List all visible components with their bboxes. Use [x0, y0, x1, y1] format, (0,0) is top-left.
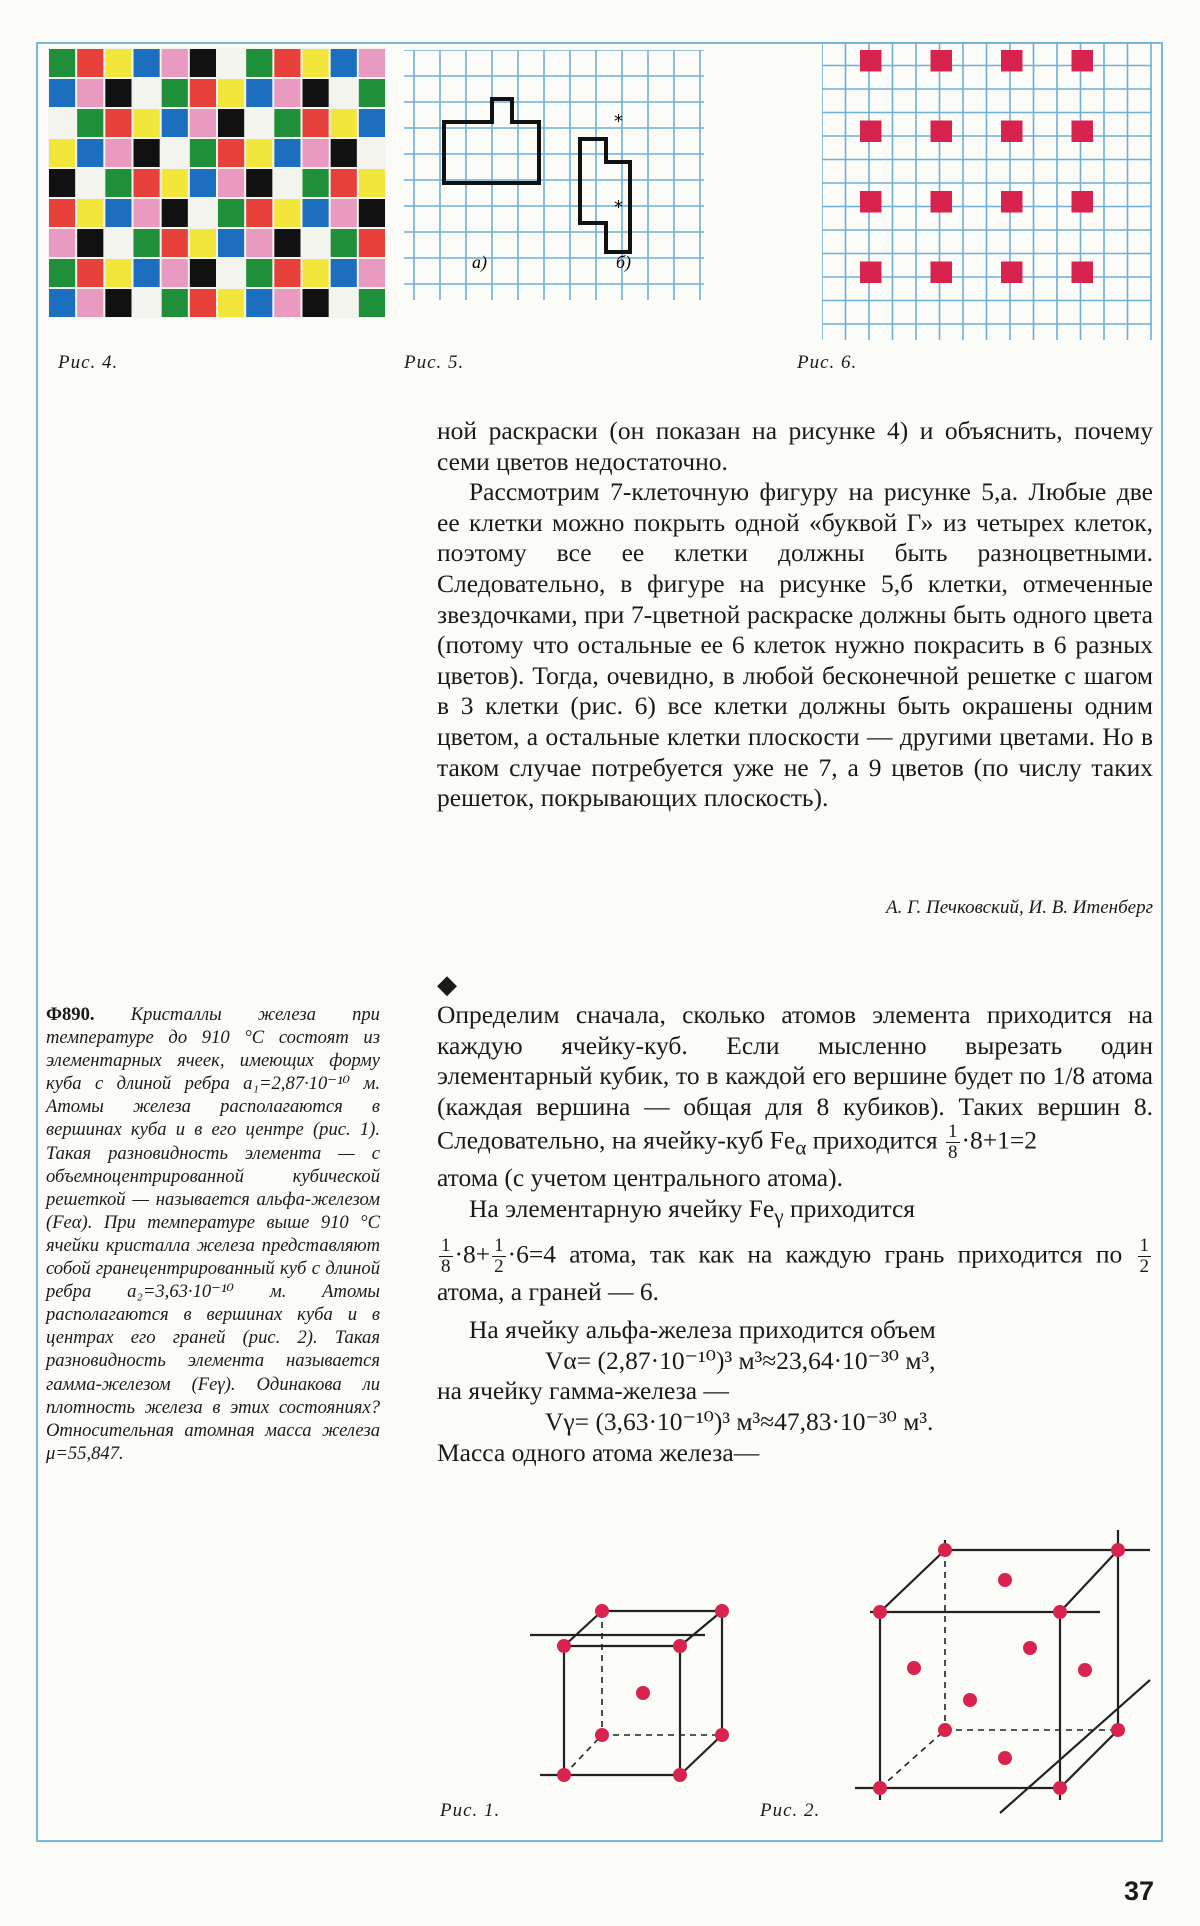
- tiling-cell: [77, 229, 103, 257]
- tiling-cell: [134, 229, 160, 257]
- tiling-cell: [303, 169, 329, 197]
- tiling-cell: [218, 199, 244, 227]
- solution-marker: ◆: [437, 970, 457, 999]
- tiling-cell: [105, 199, 131, 227]
- tiling-cell: [359, 79, 385, 107]
- solution-text: [437, 1000, 1153, 1468]
- tiling-cell: [303, 229, 329, 257]
- page-number: 37: [1124, 1876, 1155, 1906]
- lattice-cell: [1001, 262, 1023, 284]
- figure-1-bcc-cube: [530, 1585, 770, 1800]
- tiling-cell: [303, 139, 329, 167]
- tiling-cell: [359, 49, 385, 77]
- tiling-cell: [218, 139, 244, 167]
- sub-alpha: α: [795, 1135, 807, 1160]
- tiling-cell: [162, 229, 188, 257]
- solution-s1-tail: ·8+1=2: [961, 1125, 1038, 1155]
- tiling-cell: [105, 79, 131, 107]
- tiling-cell: [162, 199, 188, 227]
- tiling-cell: [49, 79, 75, 107]
- tiling-cell: [246, 139, 272, 167]
- tiling-cell: [274, 169, 300, 197]
- tiling-cell: [359, 229, 385, 257]
- tiling-cell: [77, 169, 103, 197]
- tiling-cell: [105, 139, 131, 167]
- tiling-cell: [77, 49, 103, 77]
- tiling-cell: [162, 79, 188, 107]
- figure-6-caption: Рис. 6.: [797, 352, 858, 373]
- tiling-cell: [246, 109, 272, 137]
- solution-s2-end: атома, а граней — 6.: [437, 1276, 659, 1306]
- lattice-cell: [931, 121, 953, 143]
- tiling-cell: [49, 49, 75, 77]
- tiling-cell: [190, 79, 216, 107]
- tiling-cell: [49, 169, 75, 197]
- paragraph-2: Рассмотрим 7-клеточную фигуру на рисунке 5,а. Любые две ее клетки можно покрыть одной «буквой Г» из четырех клеток, поэтому все ее клетки должны быть разноцветными. Следовательно, в фигуре на рисунке 5,б клетки, отмеченные звездочками, при 7-цветной раскраске должны быть одного цвета (потому что остальные ее 6 клеток нужно покрасить в 6 разных цветов). Тогда, очевидно, в любой бесконечной решетке с шагом в 3 клетки (рис. 6) все клетки должны быть окрашены одним цветом, а остальные клетки плоскости — другими цветами. Но в таком случае потребуется уже не 7, а 9 цветов (по числу таких решеток, покрывающих плоскость).: [437, 477, 1153, 813]
- tiling-cell: [218, 229, 244, 257]
- lattice-cell: [1072, 121, 1094, 143]
- tiling-cell: [105, 259, 131, 287]
- tiling-cell: [331, 169, 357, 197]
- tiling-cell: [331, 109, 357, 137]
- tiling-cell: [190, 259, 216, 287]
- tiling-cell: [49, 199, 75, 227]
- tiling-cell: [274, 49, 300, 77]
- tiling-cell: [162, 109, 188, 137]
- tiling-cell: [359, 109, 385, 137]
- solution-s1-mid: приходится: [806, 1125, 945, 1155]
- tiling-cell: [190, 49, 216, 77]
- equation-v-gamma: Vγ= (3,63·10⁻¹⁰)³ м³≈47,83·10⁻³⁰ м³.: [545, 1407, 934, 1437]
- paragraph-1: ной раскраски (он показан на рисунке 4) и объяснить, почему семи цветов недостаточно.: [437, 416, 1153, 476]
- equation-v-alpha: Vα= (2,87·10⁻¹⁰)³ м³≈23,64·10⁻³⁰ м³,: [545, 1345, 936, 1375]
- tiling-cell: [246, 259, 272, 287]
- tiling-cell: [246, 169, 272, 197]
- problem-text: Кристаллы железа при температуре до 910 °С состоят из элементарных ячеек, имеющих форму куба с длиной ребра a₁=2,87·10⁻¹⁰ м. Атомы железа располагаются в вершинах куба и в его центре (рис. 1). Такая разновидность элемента — с объемноцентрированной кубической решеткой — называется альфа-железом (Feα). При температуре выше 910 °С ячейки кристалла железа представляют собой гранецентрированный куб с длиной ребра a₂=3,63·10⁻¹⁰ м. Атомы располагаются в вершинах куба и в центрах его граней (рис. 2). Такая разновидность элемента называется гамма-железом (Feγ). Одинакова ли плотность железа в этих состояниях? Относительная атомная масса железа μ=55,847.: [46, 1004, 380, 1464]
- author-line: А. Г. Печковский, И. В. Итенберг: [886, 897, 1153, 918]
- tiling-cell: [274, 229, 300, 257]
- lattice-cell: [1001, 121, 1023, 143]
- tiling-cell: [246, 289, 272, 317]
- solution-s1: Определим сначала, сколько атомов элемента приходится на каждую ячейку-куб. Если мысленно вырезать один элементарный кубик, то в каждой его вершине будет по 1/8 атома (каждая вершина — общая для 8 кубиков). Таких вершин 8. Следовательно, на ячейку-куб Fe: [437, 1000, 1153, 1155]
- tiling-cell: [77, 79, 103, 107]
- figure-5b-label: б): [616, 252, 632, 272]
- tiling-cell: [49, 229, 75, 257]
- main-text-top: [437, 416, 1153, 814]
- tiling-cell: [162, 169, 188, 197]
- tiling-cell: [274, 289, 300, 317]
- fraction-one-half: $\frac{1}{2}$: [494, 1234, 504, 1277]
- tiling-cell: [190, 229, 216, 257]
- tiling-cell: [190, 289, 216, 317]
- solution-s3: На ячейку альфа-железа приходится объем: [469, 1315, 936, 1345]
- tiling-cell: [331, 289, 357, 317]
- tiling-cell: [218, 289, 244, 317]
- tiling-cell: [246, 199, 272, 227]
- lattice-cell: [1072, 262, 1094, 284]
- tiling-cell: [134, 79, 160, 107]
- lattice-cell: [860, 191, 882, 213]
- tiling-cell: [162, 259, 188, 287]
- star-mark-bottom: *: [614, 197, 623, 218]
- tiling-cell: [77, 199, 103, 227]
- tiling-cell: [49, 139, 75, 167]
- tiling-cell: [105, 49, 131, 77]
- figure-6-lattice: [822, 42, 1152, 340]
- figure-1-caption: Рис. 1.: [440, 1800, 501, 1821]
- tiling-cell: [274, 109, 300, 137]
- figure-5a-label: а): [472, 252, 487, 272]
- tiling-cell: [134, 199, 160, 227]
- tiling-cell: [134, 259, 160, 287]
- tiling-cell: [77, 109, 103, 137]
- tiling-cell: [77, 259, 103, 287]
- tiling-cell: [105, 109, 131, 137]
- tiling-cell: [105, 229, 131, 257]
- tiling-cell: [331, 49, 357, 77]
- star-mark-top: *: [614, 111, 623, 132]
- tiling-cell: [49, 289, 75, 317]
- figure-2-fcc-cube: [850, 1520, 1160, 1820]
- lattice-cell: [1001, 50, 1023, 72]
- tiling-cell: [331, 229, 357, 257]
- tiling-cell: [246, 79, 272, 107]
- tiling-cell: [246, 49, 272, 77]
- lattice-cell: [1072, 50, 1094, 72]
- tiling-cell: [77, 289, 103, 317]
- tiling-cell: [77, 139, 103, 167]
- tiling-cell: [105, 169, 131, 197]
- lattice-cell: [1072, 191, 1094, 213]
- tiling-cell: [274, 139, 300, 167]
- fraction-one-eighth-2: $\frac{1}{8}$: [441, 1234, 451, 1277]
- tiling-cell: [359, 289, 385, 317]
- solution-s2-f2: ·6=4 атома, так как на каждую грань приходится по: [507, 1239, 1136, 1269]
- tiling-cell: [359, 259, 385, 287]
- tiling-cell: [49, 259, 75, 287]
- tiling-cell: [190, 139, 216, 167]
- fraction-one-eighth: $\frac{1}{8}$: [948, 1121, 958, 1164]
- solution-s5: Масса одного атома железа—: [437, 1437, 760, 1467]
- tiling-cell: [359, 139, 385, 167]
- lattice-cell: [860, 50, 882, 72]
- tiling-cell: [162, 49, 188, 77]
- tiling-cell: [218, 79, 244, 107]
- figure-2-caption: Рис. 2.: [760, 1800, 821, 1821]
- problem-number: Ф890.: [46, 1004, 95, 1025]
- tiling-cell: [218, 169, 244, 197]
- lattice-cell: [931, 50, 953, 72]
- tiling-cell: [190, 109, 216, 137]
- figure-5-caption: Рис. 5.: [404, 352, 465, 373]
- tiling-cell: [134, 289, 160, 317]
- figure-5-grid-shapes: [404, 50, 704, 300]
- lattice-cell: [931, 262, 953, 284]
- tiling-cell: [274, 79, 300, 107]
- fraction-one-half-2: $\frac{1}{2}$: [1139, 1234, 1149, 1277]
- solution-s2-start: На элементарную ячейку Fe: [469, 1194, 775, 1224]
- tiling-cell: [190, 199, 216, 227]
- tiling-cell: [331, 79, 357, 107]
- tiling-cell: [49, 109, 75, 137]
- lattice-cell: [860, 262, 882, 284]
- tiling-cell: [218, 259, 244, 287]
- tiling-cell: [105, 289, 131, 317]
- lattice-cell: [1001, 191, 1023, 213]
- tiling-cell: [359, 169, 385, 197]
- tiling-cell: [190, 169, 216, 197]
- lattice-cell: [860, 121, 882, 143]
- tiling-cell: [134, 109, 160, 137]
- tiling-cell: [162, 289, 188, 317]
- tiling-cell: [303, 49, 329, 77]
- tiling-cell: [162, 139, 188, 167]
- tiling-cell: [134, 49, 160, 77]
- tiling-cell: [331, 199, 357, 227]
- tiling-cell: [303, 259, 329, 287]
- tiling-cell: [303, 199, 329, 227]
- tiling-cell: [134, 169, 160, 197]
- tiling-cell: [274, 259, 300, 287]
- tiling-cell: [331, 259, 357, 287]
- figure-4-color-tiling: [48, 48, 386, 318]
- tiling-cell: [246, 229, 272, 257]
- solution-s1-end: атома (с учетом центрального атома).: [437, 1163, 843, 1193]
- solution-s2-f1: ·8+: [454, 1239, 491, 1269]
- tiling-cell: [303, 79, 329, 107]
- solution-s2-mid: приходится: [783, 1194, 915, 1224]
- tiling-cell: [303, 289, 329, 317]
- tiling-cell: [331, 139, 357, 167]
- lattice-cell: [931, 191, 953, 213]
- tiling-cell: [359, 199, 385, 227]
- tiling-cell: [274, 199, 300, 227]
- tiling-cell: [134, 139, 160, 167]
- tiling-cell: [218, 49, 244, 77]
- tiling-cell: [218, 109, 244, 137]
- tiling-cell: [303, 109, 329, 137]
- sub-gamma: γ: [774, 1204, 784, 1229]
- solution-s4: на ячейку гамма-железа —: [437, 1376, 729, 1406]
- figure-4-caption: Рис. 4.: [58, 352, 119, 373]
- problem-f890: [46, 1003, 380, 1465]
